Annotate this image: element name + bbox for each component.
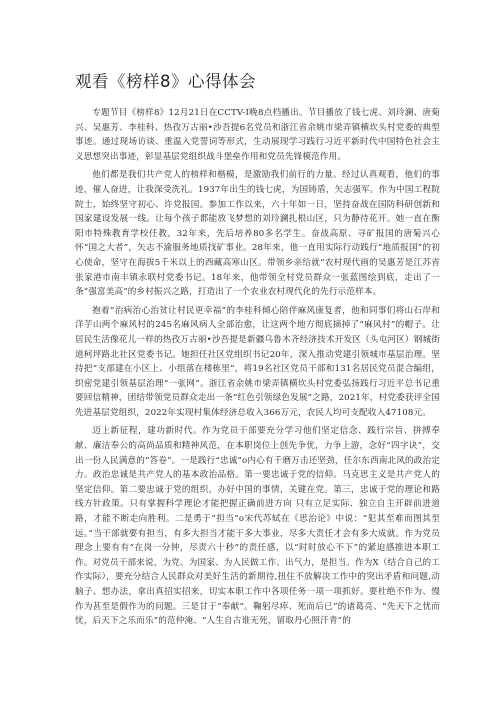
paragraph-community: 抱着“治病治心治贫让村民更幸福”的李桂科倾心陪伴麻风康复者，他和同事们将山石岸和洋芋山两个麻风村的245名麻风病人全部治愈，让这两个地方彻底摘掉了“麻风村”的帽子。让居民生活像花儿一样的热孜万古丽•沙吾提是新疆乌鲁木齐经济技术开发区（头屯河区）钢城街道柯坪路北社区党委书记。她担任社区党组织书记20年，深入推动党建引领城市基层治理。坚持把“支部建在小区上、小组落在楼栋里”，将19名社区党员干部和131名居民党员混合编组，织密党建引领基层治理“一张网”。浙江省余姚市梁弄镇横坎头村党委弘扬践行习近平总书记重要回信精神，团结带领党员群众走出一条“红色引领绿色发展”之路，2021年，村党委获评全国先进基层党组织，2022年实现村集体经济总收入366万元，农民人均可支配收入47108元。: [75, 305, 440, 418]
paragraph-role-models: 他们都是我们共产党人的榜样和楷模，是激励我们前行的力量。经过认真观看，他们的事迹，催人奋进，让我深受洗礼。1937年出生的钱七虎，为国铸盾，矢志强军。作为中国工程院院士，始终坚守初心、许党报国。参加工作以来，六十年如一日，坚持奋战在国防科研创新和国家建设发展一线。让每个孩子都能放飞梦想的刘玲澜扎根山区，只为静待花开。她一直在衡阳市特殊教育学校任教，32年来，先后培养80多名学生。奋战高原、寻矿报国的唐菊兴心怀“国之大者”，矢志不渝服务地质找矿事业。28年来，他一直用实际行动践行“地质报国”的初心使命，坚守在海拔5千米以上的西藏高寒山区。带领乡亲给就“农村现代画的吴惠芳是江苏省张家港市南丰镇永联村党委书记。18年来，他带领全村党员群众一张蓝图绘到底，走出了一条“强富美高”的乡村振兴之路，打造出了一个农业农村现代化的先行示范样本。: [75, 170, 440, 298]
document-title: 观看《榜样8》心得体会: [75, 72, 256, 91]
paragraph-new-era: 迈上新征程，建功新时代。作为党员干部要充分学习他们坚定信念、践行宗旨、拼搏奉献、廉洁奉公的高尚品质和精神风范，在本职岗位上创先争优，力争上游，念好“四字诀”，交出一份人民满意的“答卷”。一是践行“忠诚”o内心有千磨万击还坚劲，任尔东西南北风的政治定力。政治忠诚是共产党人的基本政治品格。第一要忠诚于党的信仰。马克思主义是共产党人的坚定信仰。第二要忠诚于党的组织，办好中国的事情，关键在党。第三，忠诚于党的理论和路线方针政策。只有掌握科学理论才能把握正确前进方向 只有立足实际、独立自主开辟前进道路，才能不断走向胜利。二是勇于“担当”o宋代苏轼在《思治论》中说：“犯其至难而图其至远。”当干部就要有担当，有多大担当才能干多大事业，尽多大责任才会有多大成就。作为党员理念上要有有“在岗一分钟，尽责六十秒”的责任感，以“时时放心不下”的紧迫感推进本职工作。对党员干部来说，为党、为国家、为人民做工作、出气力，是担当。作为X（结合自己的工作实际），要充分结合人民群众对美好生活的新期待,扭住不放解决工作中的突出矛盾和问题,动脑子、想办法，拿出真招实招来，切实本职工作中各项任务一项一项抓好。要杜绝不作为、慢作为甚至是假作为的问题。三是甘于“奉献”。鞠躬尽瘁、死而后已”的诸葛亮、“先天下之忧而忧，后天下之乐而乐”的范仲淹、“人生自古谁无死，留取丹心照汗青”的: [75, 426, 440, 627]
paragraph-intro: 专题节目《榜样8》12月21日在CCTV-I晚8点档播出。节目播放了钱七虎、刘玲澜、唐菊兴、吴惠芳、李桂科、热孜万古丽•沙吾提6名党员和浙江省余姚市梁弄镇横坎头村党委的典型事迹。通过现场访谈、重温入党誓词等形式，生动展现学习践行习近平新时代中国特色社会主义思想突出事迹，彰显基层党组织战斗堡垒作用和党员先锋模范作用。: [75, 108, 440, 162]
